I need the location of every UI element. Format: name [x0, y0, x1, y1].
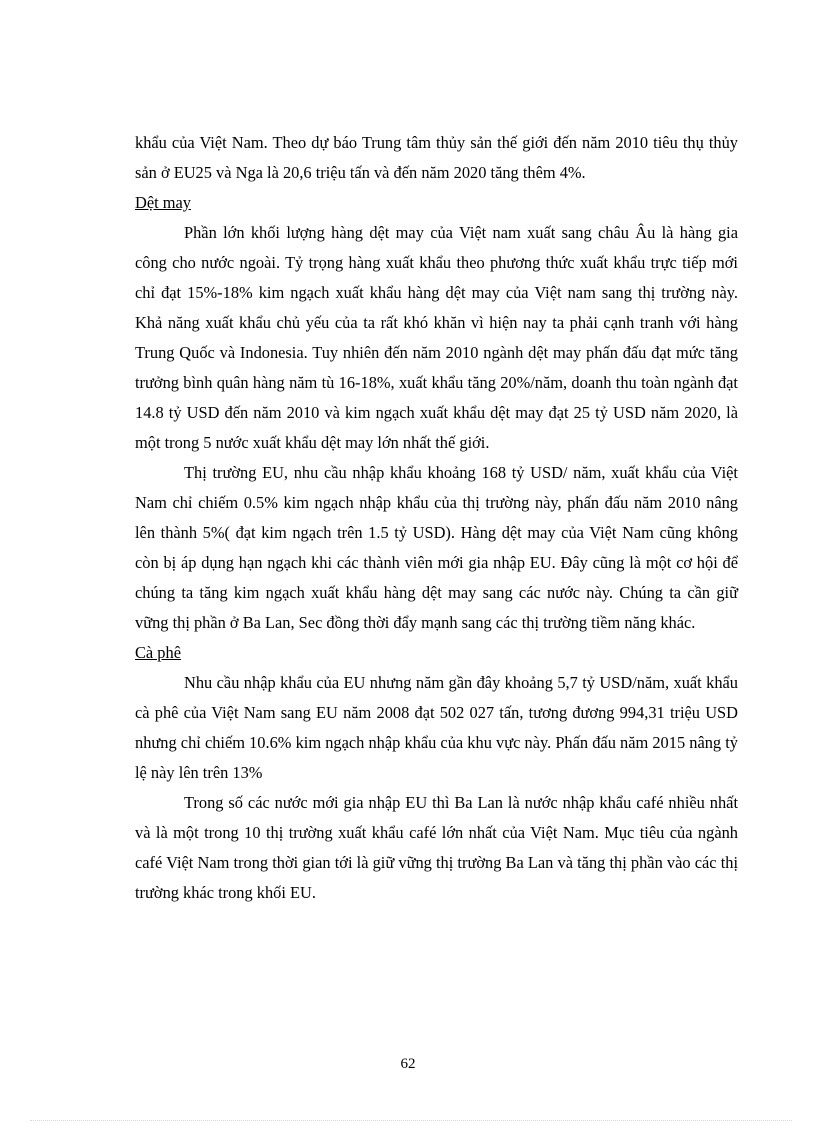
paragraph-continuation: khẩu của Việt Nam. Theo dự báo Trung tâm thủy sản thế giới đến năm 2010 tiêu thụ thủy sản ở EU25 và Nga là 20,6 triệu tấn và đến năm 2020 tăng thêm 4%.: [135, 133, 738, 182]
paragraph-ca-phe-1: Nhu cầu nhập khẩu của EU nhưng năm gần đây khoảng 5,7 tỷ USD/năm, xuất khẩu cà phê của Việt Nam sang EU năm 2008 đạt 502 027 tấn, tương đương 994,31 triệu USD nhưng chỉ chiếm 10.6% kim ngạch nhập khẩu của khu vực này. Phấn đấu năm 2015 nâng tỷ lệ này lên trên 13%: [135, 673, 738, 782]
body-text: [135, 128, 738, 908]
paragraph-ca-phe-2: Trong số các nước mới gia nhập EU thì Ba Lan là nước nhập khẩu café nhiều nhất và là một trong 10 thị trường xuất khẩu café lớn nhất của Việt Nam. Mục tiêu của ngành café Việt Nam trong thời gian tới là giữ vững thị trường Ba Lan và tăng thị phần vào các thị trường khác trong khối EU.: [135, 793, 738, 902]
page-bottom-divider: [30, 1120, 792, 1121]
section-heading-text: Dệt may: [135, 193, 191, 212]
section-heading-det-may: [135, 188, 738, 218]
paragraph-det-may-1: Phần lớn khối lượng hàng dệt may của Việt nam xuất sang châu Âu là hàng gia công cho nước ngoài. Tỷ trọng hàng xuất khẩu theo phương thức xuất khẩu trực tiếp mới chỉ đạt 15%-18% kim ngạch xuất khẩu hàng dệt may của Việt nam sang thị trường này. Khả năng xuất khẩu chủ yếu của ta rất khó khăn vì hiện nay ta phải cạnh tranh với hàng Trung Quốc và Indonesia. Tuy nhiên đến năm 2010 ngành dệt may phấn đấu đạt mức tăng trưởng bình quân hàng năm tù 16-18%, xuất khẩu tăng 20%/năm, doanh thu toàn ngành đạt 14.8 tỷ USD đến năm 2010 và kim ngạch xuất khẩu dệt may đạt 25 tỷ USD năm 2020, là một trong 5 nước xuất khẩu dệt may lớn nhất thế giới.: [135, 223, 738, 452]
paragraph-det-may-2: Thị trường EU, nhu cầu nhập khẩu khoảng 168 tỷ USD/ năm, xuất khẩu của Việt Nam chỉ chiếm 0.5% kim ngạch nhập khẩu của thị trường này, phấn đấu năm 2010 nâng lên thành 5%( đạt kim ngạch trên 1.5 tỷ USD). Hàng dệt may của Việt Nam cũng không còn bị áp dụng hạn ngạch khi các thành viên mới gia nhập EU. Đây cũng là một cơ hội để chúng ta tăng kim ngạch xuất khẩu hàng dệt may sang các nước này. Chúng ta cần giữ vững thị phần ở Ba Lan, Sec đồng thời đẩy mạnh sang các thị trường tiềm năng khác.: [135, 463, 738, 632]
section-heading-ca-phe: [135, 638, 738, 668]
page-number: 62: [400, 1056, 416, 1072]
section-heading-text: Cà phê: [135, 643, 181, 662]
